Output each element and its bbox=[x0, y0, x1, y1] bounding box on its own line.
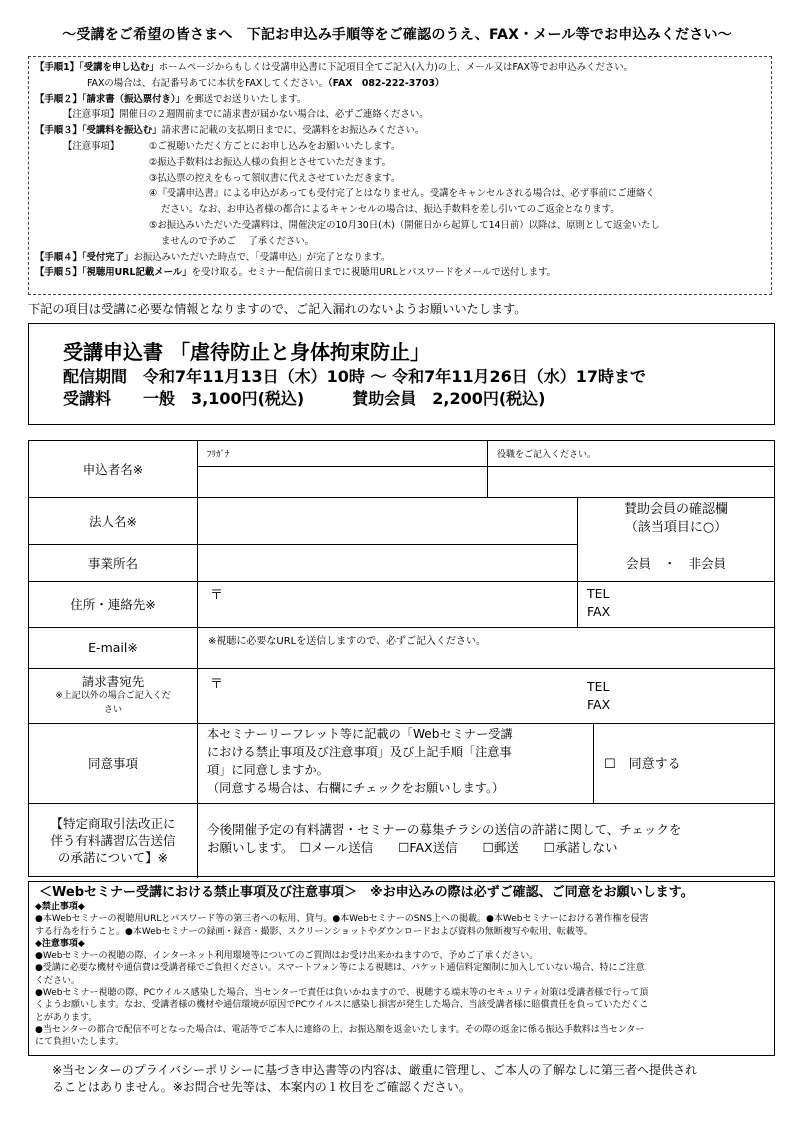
footer-line-1: ※当センターのプライバシーポリシーに基づき申込書等の内容は、厳重に管理し、ご本人の了解なしに第三者へ提供され bbox=[52, 1063, 697, 1077]
note-3: ③払込票の控えをもって領収書に代えさせていただきます。 bbox=[149, 172, 401, 184]
ban-item-2: する行為を行うこと。●本Webセミナーの録画・録音・撮影、スクリーンショットやダウンロードおよび資料の無断複写や転用、転載等。 bbox=[35, 926, 593, 937]
footer-line-2: ることはありません。※お問合せ先等は、本案内の１枚目をご確認ください。 bbox=[52, 1080, 471, 1094]
step4-label: 【手順４】「受付完了」 bbox=[35, 251, 134, 263]
step4-text: お振込みいただいた時点で、「受講申込」が完了となります。 bbox=[133, 251, 391, 263]
tel-label: TEL bbox=[587, 586, 610, 601]
note-1: ①ご視聴いただく方ごとにお申し込みをお願いいたします。 bbox=[149, 140, 401, 152]
member-options[interactable]: 会員 ・ 非会員 bbox=[625, 556, 726, 571]
note-heading: ◆注意事項◆ bbox=[35, 938, 85, 949]
ban-heading: ◆禁止事項◆ bbox=[35, 902, 85, 912]
law-line-1: 【特定商取引法改正に bbox=[50, 816, 176, 831]
applicant-label: 申込者名※ bbox=[82, 462, 144, 477]
consent-line-4: （同意する場合は、右欄にチェックをお願いします。） bbox=[207, 781, 505, 795]
note-4b: ださい。なお、お申込者様の都合によるキャンセルの場合は、振込手数料を差し引いてのご返金となります。 bbox=[161, 204, 620, 216]
law-checkboxes[interactable]: お願いします。 ☐メール送信 ☐FAX送信 ☐郵送 ☐承諾しない bbox=[207, 840, 618, 855]
invoice-hint: ※上記以外の場合ご記入くだ bbox=[55, 690, 171, 701]
privacy-footer bbox=[52, 1062, 697, 1096]
course-title: 受講申込書 「虐待防止と身体拘束防止」 bbox=[63, 340, 430, 364]
member-check-box bbox=[577, 501, 775, 537]
step1-fax-text: FAXの場合は、右記番号あてに本状をFAXしてください。 bbox=[87, 77, 328, 89]
note-5a: ⑤お振込みいただいた受講料は、開催決定の10月30日(木)（開催日から起算して14日前）以降は、原則として返金いたし bbox=[149, 219, 660, 231]
law-label bbox=[29, 803, 197, 878]
webinar-rules bbox=[28, 881, 775, 1056]
note-item-2b: ください。 bbox=[35, 975, 81, 986]
note-item-4a: ●当センターの都合で配信不可となった場合は、電話等でご本人に連絡の上、お振込額を返金いたします。その際の返金に係る振込手数料は当センター bbox=[35, 1024, 645, 1035]
email-hint: ※視聴に必要なURLを送信しますので、必ずご記入ください。 bbox=[208, 636, 487, 647]
member-check-hint: （該当項目に○） bbox=[624, 520, 728, 535]
consent-label: 同意事項 bbox=[87, 756, 138, 771]
note-4a: ④『受講申込書』による申込があっても受付完了とはなりません。受講をキャンセルされる場合は、必ず事前にご連絡く bbox=[149, 188, 655, 200]
fax-label: FAX bbox=[587, 604, 611, 619]
invoice-title: 請求書宛先 bbox=[81, 673, 145, 689]
note-2: ②振込手数料はお振込人様の負担とさせていただきます。 bbox=[149, 156, 392, 168]
note-item-2a: ●受講に必要な機材や通信費は受講者様でご負担ください。スマートフォン等による視聴は、パケット通信料定額制に加入していない場合、特にご注意 bbox=[35, 963, 645, 974]
consent-text bbox=[207, 725, 513, 797]
note-item-3b: くようお願いします。なお、受講者様の機材や通信環境が原因でPCウイルスに感染し損害が発生した場合、当該受講者様に賠償責任を負っていただくこ bbox=[35, 1000, 649, 1011]
rules-heading: ＜Webセミナー受講における禁止事項及び注意事項＞ ※お申込みの際は必ずご確認、ご同意をお願いします。 bbox=[39, 885, 694, 900]
consent-line-2: における禁止事項及び注意事項」及び上記手順「注意事 bbox=[207, 745, 512, 759]
application-steps bbox=[28, 56, 772, 295]
position-field[interactable] bbox=[489, 468, 773, 496]
consent-line-3: 項」に同意しますか。 bbox=[207, 763, 329, 777]
notes-label: 【注意事項】 bbox=[63, 140, 120, 152]
furigana-label: ﾌﾘｶﾞﾅ bbox=[207, 450, 230, 460]
invoice-label bbox=[29, 668, 197, 723]
corp-name-field[interactable] bbox=[199, 499, 575, 543]
note-5b: ませんので予めご 了承ください。 bbox=[161, 235, 314, 247]
note-item-1: ●Webセミナーの視聴の際、インターネット利用環境等についてのご質問はお受け出来かねますので、予めご了承ください。 bbox=[35, 951, 539, 962]
consent-line-1: 本セミナーリーフレット等に記載の「Webセミナー受講 bbox=[207, 727, 513, 741]
step2-label: 【手順２】「請求書（振込票付き）」 bbox=[35, 93, 185, 105]
email-field[interactable] bbox=[199, 646, 773, 666]
invoice-fax-label: FAX bbox=[587, 697, 611, 712]
step5-text: を受け取る。セミナー配信前日までに視聴用URLとパスワードをメールで送付します。 bbox=[191, 267, 557, 279]
step2-text: を郵送でお送りいたします。 bbox=[185, 93, 307, 105]
page-title: ～受講をご希望の皆さまへ 下記お申込み手順等をご確認のうえ、FAX・メール等でお申込みください～ bbox=[62, 27, 732, 43]
note-item-3c: とがあります。 bbox=[35, 1012, 98, 1023]
position-hint: 役職をご記入ください。 bbox=[497, 450, 597, 460]
course-fee: 受講料 一般 3,100円(税込) 賛助会員 2,200円(税込) bbox=[63, 389, 546, 408]
postal-mark: 〒 bbox=[210, 588, 224, 603]
law-line-3: の承諾について】※ bbox=[57, 850, 169, 865]
law-text-1: 今後開催予定の有料講習・セミナーの募集チラシの送信の許諾に関して、チェックを bbox=[207, 822, 682, 837]
law-consent-options[interactable] bbox=[207, 821, 681, 857]
invoice-postal-mark: 〒 bbox=[210, 677, 224, 692]
note-item-4b: にて負担いたします。 bbox=[35, 1037, 125, 1048]
step5-label: 【手順５】「視聴用URL記載メール」 bbox=[35, 267, 192, 279]
invoice-hint-2: さい bbox=[103, 704, 122, 715]
application-form bbox=[28, 440, 775, 877]
email-label: E-mail※ bbox=[88, 640, 138, 655]
corp-label: 法人名※ bbox=[89, 513, 137, 529]
address-label: 住所・連絡先※ bbox=[70, 597, 156, 612]
course-box bbox=[28, 323, 775, 425]
ban-item-1: ●本Webセミナーの視聴用URLとパスワード等の第三者への転用、貸与。●本WebセミナーのSNS上への掲載。●本Webセミナーにおける著作権を侵害 bbox=[35, 914, 649, 925]
note-item-3a: ●Webセミナー視聴の際、PCウイルス感染した場合、当センターで責任は負いかねますので、視聴する端末等のセキュリティ対策は受講者様で行って頂 bbox=[35, 988, 649, 999]
consent-checkbox[interactable]: ☐ 同意する bbox=[604, 757, 681, 772]
applicant-name-field[interactable] bbox=[199, 468, 485, 496]
invoice-tel-label: TEL bbox=[587, 679, 610, 694]
law-line-2: 伴う有料講習広告送信 bbox=[50, 833, 176, 848]
step1-label: 【手順1】「受講を申し込む」 bbox=[35, 62, 159, 73]
info-text: 下記の項目は受講に必要な情報となりますので、ご記入漏れのないようお願いいたします。 bbox=[28, 302, 527, 316]
address-contact bbox=[587, 585, 610, 621]
member-check-title: 賛助会員の確認欄 bbox=[623, 502, 728, 517]
office-name-field[interactable] bbox=[199, 546, 575, 580]
invoice-contact bbox=[587, 678, 610, 714]
step1-text: ホームページからもしくは受講申込書に下記項目全てご記入(入力)の上、メール又はFAX等でお申込みください。 bbox=[158, 62, 634, 73]
fax-number: （FAX 082-222-3703） bbox=[327, 77, 445, 89]
office-label: 事業所名 bbox=[87, 555, 138, 571]
step3-text: 請求書に記載の支払期日までに、受講料をお振込みください。 bbox=[161, 125, 425, 137]
course-period: 配信期間 令和7年11月13日（木）10時 〜 令和7年11月26日（水）17時まで bbox=[63, 367, 647, 386]
step2-note: 【注意事項】開催日の２週間前までに請求書が届かない場合は、必ずご連絡ください。 bbox=[63, 109, 429, 121]
step3-label: 【手順３】「受講料を振込む」 bbox=[35, 125, 162, 137]
